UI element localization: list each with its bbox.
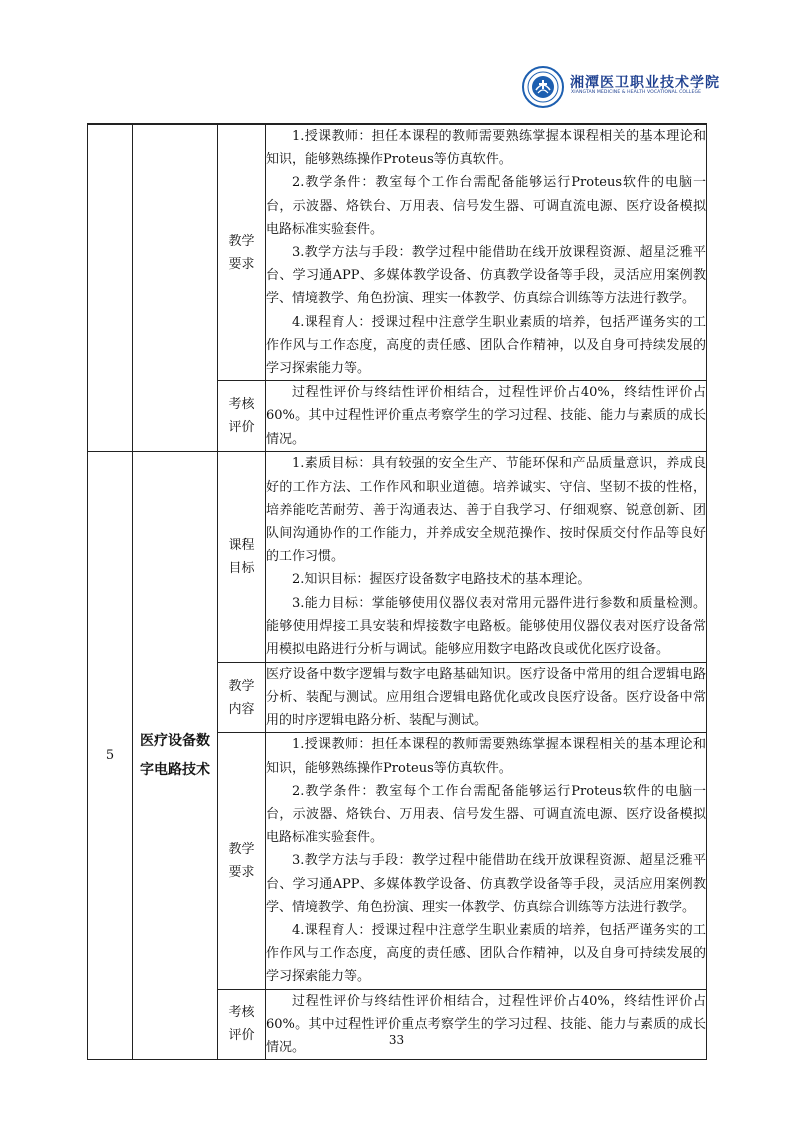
course-goals-content: 1.素质目标：具有较强的安全生产、节能环保和产品质量意识，养成良好的工作方法、工作作风和职业道德。培养诚实、守信、坚韧不拔的性格，培养能吃苦耐劳、善于沟通表达、善于自我学习、仔细观察、锐意创新、团队间沟通协作的工作能力，并养成安全规范操作、按时保质交付作品等良好的工作习惯。 2.知识目标：握医疗设备数字电路技术的基本理论。 3.能力目标：掌能够使用仪器仪表对常用元器件进行参数和质量检测。能够使用焊接工具安装和焊接数字电路板。能够使用仪器仪表对医疗设备常用模拟电路进行分析与调试。能够应用数字电路改良或优化医疗设备。 (266, 451, 707, 662)
assess-content: 过程性评价与终结性评价相结合，过程性评价占40%，终结性评价占60%。其中过程性评价重点考察学生的学习过程、技能、能力与素质的成长情况。 (266, 381, 707, 452)
course-number-cell (88, 125, 133, 452)
assess-label: 考核 评价 (218, 381, 266, 452)
table-row (88, 125, 707, 381)
course-goals-label: 课程 目标 (218, 451, 266, 662)
course-table (87, 124, 707, 1060)
teach-content-content: 医疗设备中数字逻辑与数字电路基础知识。医疗设备中常用的组合逻辑电路分析、装配与测试。应用组合逻辑电路优化或改良医疗设备。医疗设备中常用的时序逻辑电路分析、装配与测试。 (266, 662, 707, 733)
page-number: 33 (388, 1033, 405, 1047)
course-name-cell (133, 125, 218, 452)
teach-content-label: 教学 内容 (218, 662, 266, 733)
teach-req-content: 1.授课教师：担任本课程的教师需要熟练掌握本课程相关的基本理论和知识，能够熟练操作Proteus等仿真软件。 2.教学条件：教室每个工作台需配备能够运行Proteus软件的电脑一台，示波器、烙铁台、万用表、信号发生器、可调直流电源、医疗设备模拟电路标准实验套件。 3.教学方法与手段：教学过程中能借助在线开放课程资源、超星泛雅平台、学习通APP、多媒体教学设备、仿真教学设备等手段，灵活应用案例教学、情境教学、角色扮演、理实一体教学、仿真综合训练等方法进行教学。 4.课程育人：授课过程中注意学生职业素质的培养，包括严谨务实的工作作风与工作态度，高度的责任感、团队合作精神，以及自身可持续发展的学习探索能力等。 (266, 125, 707, 381)
course-name-cell: 医疗设备数 字电路技术 (133, 451, 218, 1059)
teach-req-content: 1.授课教师：担任本课程的教师需要熟练掌握本课程相关的基本理论和知识，能够熟练操作Proteus等仿真软件。 2.教学条件：教室每个工作台需配备能够运行Proteus软件的电脑一台，示波器、烙铁台、万用表、信号发生器、可调直流电源、医疗设备模拟电路标准实验套件。 3.教学方法与手段：教学过程中能借助在线开放课程资源、超星泛雅平台、学习通APP、多媒体教学设备、仿真教学设备等手段，灵活应用案例教学、情境教学、角色扮演、理实一体教学、仿真综合训练等方法进行教学。 4.课程育人：授课过程中注意学生职业素质的培养，包括严谨务实的工作作风与工作态度，高度的责任感、团队合作精神，以及自身可持续发展的学习探索能力等。 (266, 733, 707, 989)
course-number-cell: 5 (88, 451, 133, 1059)
teach-req-label: 教学 要求 (218, 733, 266, 989)
page-header (522, 66, 722, 110)
teach-req-label: 教学 要求 (218, 125, 266, 381)
college-name-en: XIANGTAN MEDICINE & HEALTH VOCATIONAL COLLEGE (571, 90, 702, 95)
assess-label: 考核 评价 (218, 989, 266, 1060)
college-logo-icon (522, 66, 564, 108)
college-name: 湘潭医卫职业技术学院 (570, 75, 720, 91)
assess-content: 过程性评价与终结性评价相结合，过程性评价占40%，终结性评价占60%。其中过程性评价重点考察学生的学习过程、技能、能力与素质的成长情况。 (266, 989, 707, 1060)
table-row (88, 451, 707, 662)
